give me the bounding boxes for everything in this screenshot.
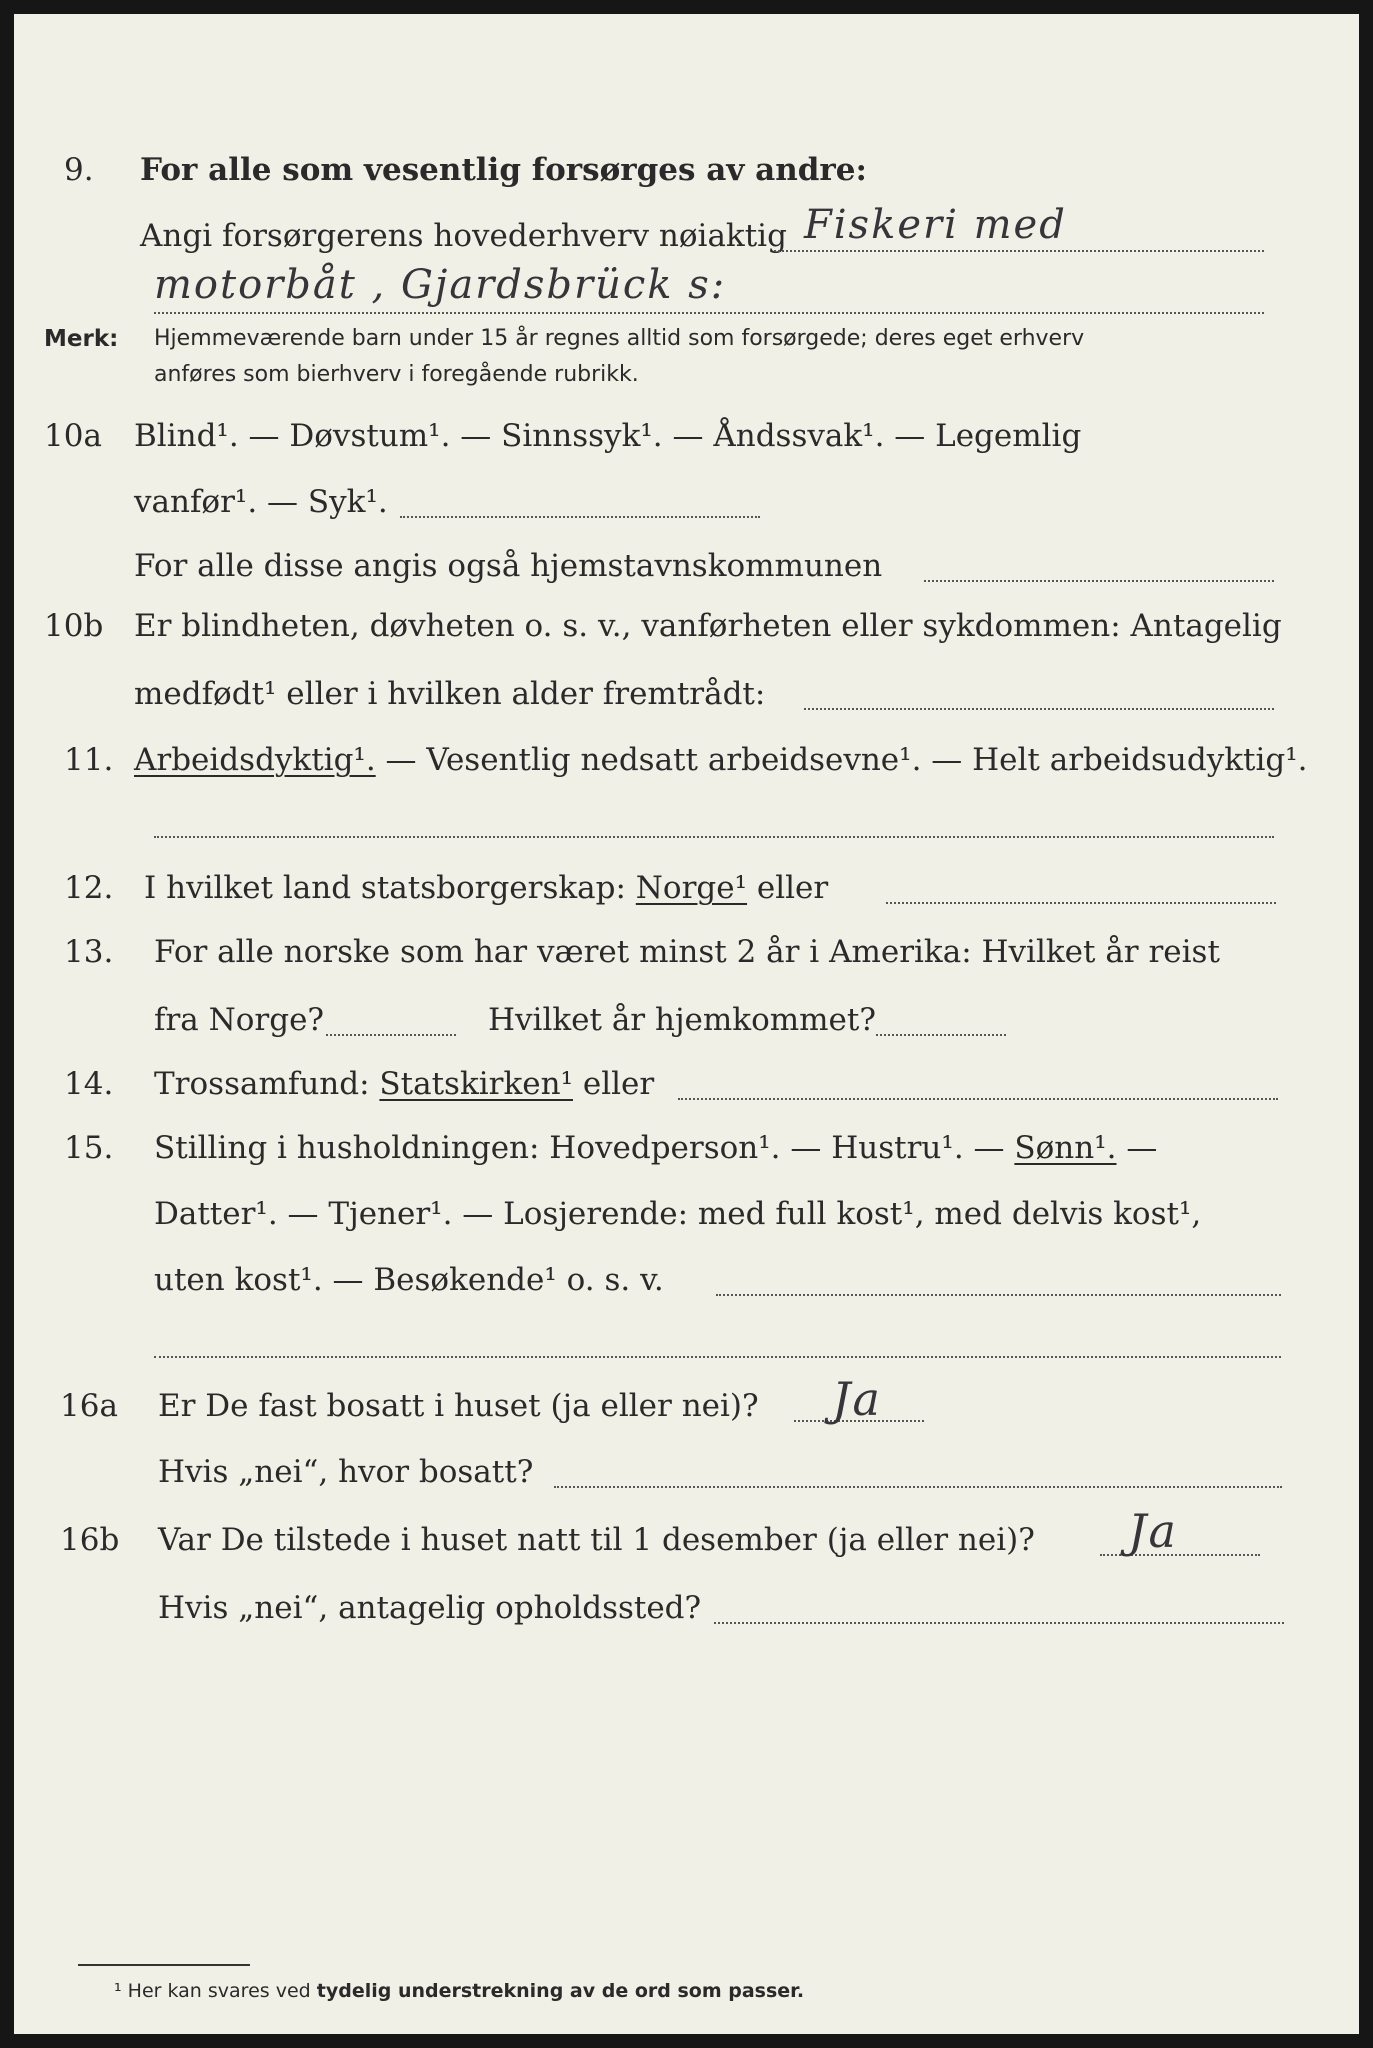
q13-line-1: For alle norske som har været minst 2 år i Amerika: Hvilket år reist bbox=[154, 934, 1220, 970]
q15-line-3: uten kost¹. — Besøkende¹ o. s. v. bbox=[154, 1262, 664, 1298]
q16b-line-1: Var De tilstede i huset natt til 1 desember (ja eller nei)? bbox=[158, 1522, 1035, 1558]
q12-line bbox=[144, 862, 828, 914]
q14-number: 14. bbox=[64, 1066, 114, 1102]
q9-fill-line-1[interactable] bbox=[774, 250, 1264, 252]
q16b-row-1 bbox=[14, 1504, 1359, 1578]
q9-line-2: Angi forsørgerens hovederhverv nøiaktig bbox=[140, 218, 787, 254]
q10b-fill-line[interactable] bbox=[804, 708, 1274, 710]
q12-eller: eller bbox=[747, 870, 829, 906]
q13-line-2b: Hvilket år hjemkommet? bbox=[488, 1002, 876, 1038]
footnote-text-b: tydelig understrekning av de ord som passer. bbox=[316, 1980, 805, 2002]
q14-eller: eller bbox=[573, 1066, 655, 1102]
footnote-text-a: Her kan svares ved bbox=[127, 1980, 317, 2002]
footnote bbox=[114, 1980, 804, 2002]
q16b-opholdssted-fill-line[interactable] bbox=[714, 1622, 1284, 1624]
q13-hjemkommet-fill-line[interactable] bbox=[876, 1034, 1006, 1036]
q13-line-2a: fra Norge? bbox=[154, 1002, 325, 1038]
q9-row-1 bbox=[14, 144, 1359, 208]
q10b-line-1: Er blindheten, døvheten o. s. v., vanførheten eller sykdommen: Antagelig bbox=[134, 608, 1282, 644]
q12-option-norge[interactable]: Norge¹ bbox=[635, 870, 748, 906]
q16a-number: 16a bbox=[60, 1388, 118, 1424]
q16b-handwritten-answer: Ja bbox=[1128, 1504, 1178, 1558]
q11-row-2 bbox=[14, 796, 1359, 860]
merk-label: Merk: bbox=[44, 326, 119, 352]
q9-handwritten-answer-1: Fiskeri med bbox=[804, 202, 1067, 248]
q10a-line-2: vanfør¹. — Syk¹. bbox=[134, 484, 388, 520]
q12-fill-line[interactable] bbox=[886, 902, 1276, 904]
q10b-line-2: medfødt¹ eller i hvilken alder fremtrådt: bbox=[134, 676, 766, 712]
q16a-bosatt-fill-line[interactable] bbox=[554, 1486, 1282, 1488]
q10a-syk-fill-line[interactable] bbox=[400, 516, 760, 518]
q10a-row-1 bbox=[14, 410, 1359, 474]
q12-number: 12. bbox=[64, 870, 114, 906]
q14-label: Trossamfund: bbox=[154, 1066, 380, 1102]
q16a-row-2 bbox=[14, 1446, 1359, 1510]
q15-option-sonn[interactable]: Sønn¹. bbox=[1014, 1130, 1117, 1166]
q9-number: 9. bbox=[64, 152, 94, 188]
q10b-row-1 bbox=[14, 600, 1359, 664]
footnote-mark: ¹ bbox=[114, 1980, 122, 2002]
merk-line-2: anføres som bierhverv i foregående rubrikk. bbox=[154, 362, 639, 387]
q15-row-2 bbox=[14, 1188, 1359, 1252]
q15-fill-line-1[interactable] bbox=[716, 1294, 1281, 1296]
q12-row bbox=[14, 862, 1359, 926]
q15-row-1 bbox=[14, 1122, 1359, 1186]
q14-row bbox=[14, 1058, 1359, 1122]
q10b-row-2 bbox=[14, 668, 1359, 732]
merk-line-1: Hjemmeværende barn under 15 år regnes alltid som forsørgede; deres eget erhverv bbox=[154, 326, 1085, 351]
q10b-number: 10b bbox=[44, 608, 104, 644]
q14-option-statskirken[interactable]: Statskirken¹ bbox=[379, 1066, 573, 1102]
q15-line-1a: Stilling i husholdningen: Hovedperson¹. — Hustru¹. — bbox=[154, 1130, 1015, 1166]
q13-number: 13. bbox=[64, 934, 114, 970]
q14-line bbox=[154, 1058, 654, 1110]
q12-question: I hvilket land statsborgerskap: bbox=[144, 870, 626, 906]
q9-fill-line-2[interactable] bbox=[154, 312, 1264, 314]
q16a-row-1 bbox=[14, 1372, 1359, 1444]
q16b-row-2 bbox=[14, 1582, 1359, 1646]
q11-number: 11. bbox=[64, 742, 114, 778]
q15-row-4 bbox=[14, 1316, 1359, 1380]
merk-note bbox=[14, 322, 1359, 402]
q16b-line-2: Hvis „nei“, antagelig opholdssted? bbox=[158, 1590, 702, 1626]
q16a-handwritten-answer: Ja bbox=[832, 1372, 882, 1426]
q15-line-2: Datter¹. — Tjener¹. — Losjerende: med full kost¹, med delvis kost¹, bbox=[154, 1196, 1202, 1232]
footnote-rule bbox=[78, 1964, 250, 1966]
q10a-number: 10a bbox=[44, 418, 102, 454]
q11-option-arbeidsdyktig[interactable]: Arbeidsdyktig¹. bbox=[134, 742, 376, 778]
q9-handwritten-answer-2: motorbåt , Gjardsbrück s: bbox=[154, 262, 727, 308]
q10a-line-1: Blind¹. — Døvstum¹. — Sinnssyk¹. — Åndssvak¹. — Legemlig bbox=[134, 418, 1082, 454]
q15-number: 15. bbox=[64, 1130, 114, 1166]
q13-reist-fill-line[interactable] bbox=[326, 1034, 456, 1036]
q11-rest: — Vesentlig nedsatt arbeidsevne¹. — Helt arbeidsudyktig¹. bbox=[375, 742, 1308, 778]
q9-line-1: For alle som vesentlig forsørges av andre: bbox=[140, 152, 867, 188]
q11-fill-line[interactable] bbox=[154, 836, 1274, 838]
q10a-row-2 bbox=[14, 476, 1359, 540]
q11-line bbox=[134, 734, 1308, 786]
q16b-number: 16b bbox=[60, 1522, 120, 1558]
q15-fill-line-2[interactable] bbox=[154, 1356, 1281, 1358]
q10a-hjemstavn-fill-line[interactable] bbox=[924, 580, 1274, 582]
q15-line-1 bbox=[154, 1122, 1157, 1174]
q16b-fill-line[interactable] bbox=[1100, 1554, 1260, 1556]
q13-row-2 bbox=[14, 994, 1359, 1058]
q16a-line-2: Hvis „nei“, hvor bosatt? bbox=[158, 1454, 534, 1490]
q10a-row-3 bbox=[14, 540, 1359, 604]
q15-row-3 bbox=[14, 1254, 1359, 1318]
q11-row-1 bbox=[14, 734, 1359, 798]
q13-row-1 bbox=[14, 926, 1359, 990]
q16a-line-1: Er De fast bosatt i huset (ja eller nei)? bbox=[158, 1388, 759, 1424]
q15-line-1b: — bbox=[1116, 1130, 1158, 1166]
q10a-line-3: For alle disse angis også hjemstavnskommunen bbox=[134, 548, 883, 584]
form-sheet bbox=[14, 14, 1359, 2034]
q14-fill-line[interactable] bbox=[678, 1098, 1278, 1100]
